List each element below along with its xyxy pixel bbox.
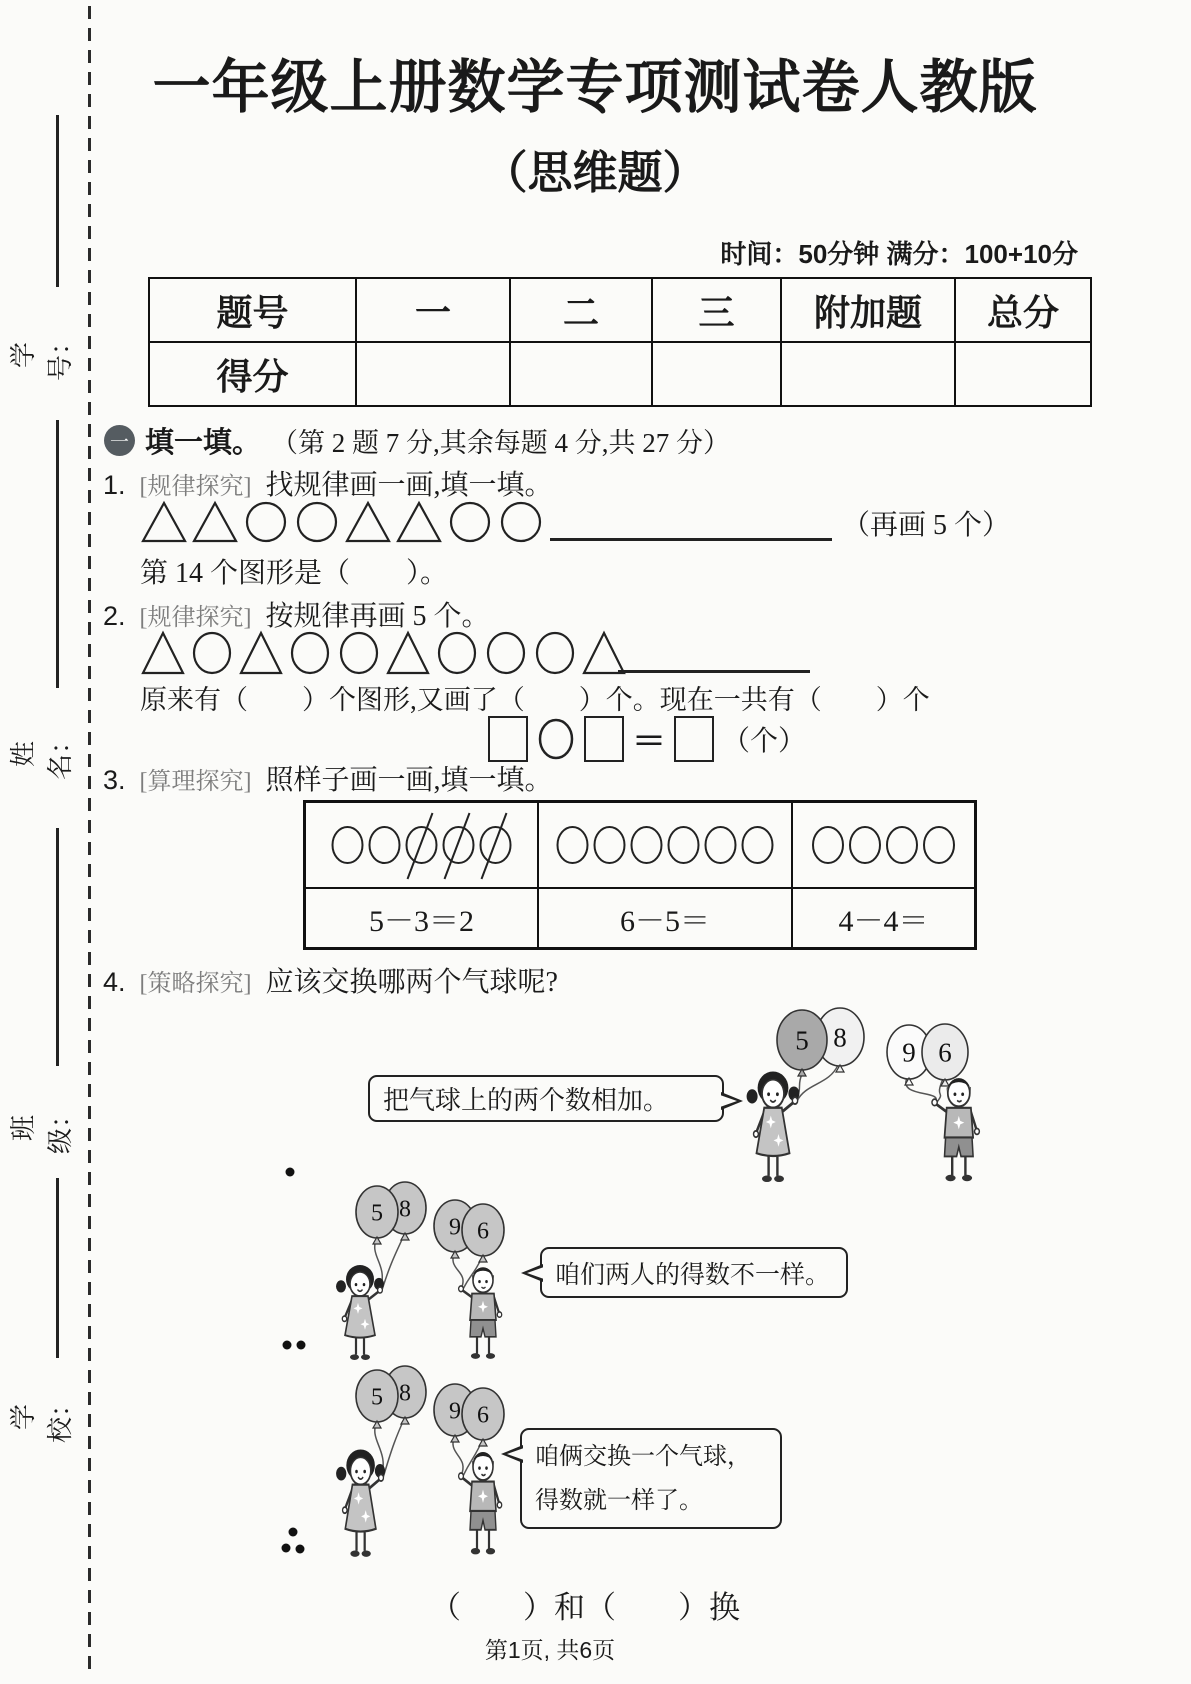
boy-figure <box>459 1452 502 1554</box>
balloon-number: 6 <box>477 1218 489 1245</box>
circle-shape <box>483 630 529 676</box>
balloon-number: 9 <box>902 1037 916 1068</box>
question-1-header <box>103 463 553 503</box>
q3-equation-cell: 4－4＝ <box>792 888 975 948</box>
balloon <box>356 1186 398 1244</box>
class-writing-line <box>56 828 59 1066</box>
balloon <box>922 1024 968 1086</box>
school-writing-line <box>56 1178 59 1358</box>
boy-figure <box>932 1078 979 1181</box>
balloon-number: 8 <box>399 1196 411 1223</box>
q3-equation-cell: 5－3＝2 <box>305 888 538 948</box>
score-cell-bonus <box>781 342 955 406</box>
score-table <box>148 277 1092 407</box>
equation-number-box <box>584 716 624 762</box>
equation-result-box <box>674 716 714 762</box>
col-bonus: 附加题 <box>781 278 955 342</box>
sequence-dot <box>296 1545 305 1554</box>
cross-out-slash <box>408 813 433 879</box>
question-1-prompt: 找规律画一画,填一填。 <box>265 470 553 501</box>
question-2-header <box>103 594 490 634</box>
boy-figure <box>459 1267 502 1359</box>
speech-bubble-text-line2: 得数就一样了。 <box>535 1487 703 1514</box>
balloon <box>777 1010 827 1076</box>
question-2-prompt: 按规律再画 5 个。 <box>265 601 490 632</box>
triangle-shape <box>395 500 443 544</box>
question-2-answer-blank <box>618 670 810 673</box>
q3-circles-cell <box>538 802 792 888</box>
circle-shape <box>434 630 480 676</box>
triangle-shape <box>238 630 284 676</box>
balloon-string <box>383 1417 405 1478</box>
triangle-shape <box>140 630 186 676</box>
balloon-number: 5 <box>795 1025 809 1056</box>
circle-shape <box>497 500 545 544</box>
question-4-number: 4. <box>103 967 126 997</box>
counting-circles <box>309 803 534 887</box>
speech-bubble-swap-balloon <box>520 1428 782 1529</box>
question-1-followup: 第 14 个图形是（ ）。 <box>140 558 449 589</box>
triangle-shape <box>191 500 239 544</box>
balloon-number: 9 <box>449 1214 461 1241</box>
name-writing-line <box>56 420 59 688</box>
question-2-tag: [规律探究] <box>139 605 252 631</box>
col-total: 总分 <box>955 278 1091 342</box>
equals-sign: ＝ <box>632 724 666 761</box>
balloon-string <box>937 1079 943 1102</box>
page-footer: 第1页, 共6页 <box>484 1637 616 1663</box>
question-3-number: 3. <box>103 765 126 795</box>
score-table-header-row <box>149 278 1091 342</box>
score-cell-total <box>955 342 1091 406</box>
q3-circles-cell <box>792 802 975 888</box>
balloon-number: 8 <box>833 1022 847 1053</box>
speech-bubble-add-numbers <box>368 1075 724 1122</box>
question-1-tag: [规律探究] <box>139 474 252 500</box>
question-2-number: 2. <box>103 601 126 631</box>
score-cell-one <box>356 342 510 406</box>
speech-bubble-text-line1: 咱俩交换一个气球， <box>535 1443 751 1470</box>
question-4-tag: [策略探究] <box>139 971 252 997</box>
class-label: 班级： <box>9 1102 75 1155</box>
student-number-writing-line <box>56 115 59 287</box>
triangle-shape <box>140 500 188 544</box>
cut-dashed-line <box>88 6 91 1678</box>
question-2-fill-line: 原来有（ ）个图形,又画了（ ）个。现在一共有（ ）个 <box>140 685 930 715</box>
sequence-dot <box>282 1544 291 1553</box>
counting-circles <box>542 803 788 887</box>
page-title: 一年级上册数学专项测试卷人教版 <box>152 55 1038 120</box>
circle-shape <box>532 630 578 676</box>
question-3-tag: [算理探究] <box>139 769 252 795</box>
girl-figure <box>336 1265 384 1360</box>
score-cell-three <box>652 342 781 406</box>
q3-circles-cell <box>305 802 538 888</box>
circle-shape <box>287 630 333 676</box>
question-1-number: 1. <box>103 470 126 500</box>
section-one-header <box>104 420 730 461</box>
question-4-header <box>103 960 558 1000</box>
section-number-icon: 一 <box>104 425 135 456</box>
question-3-table <box>303 800 977 950</box>
cross-out-slash <box>445 813 470 879</box>
question-4-prompt: 应该交换哪两个气球呢? <box>265 967 558 998</box>
time-score-meta: 时间：50分钟 满分：100+10分 <box>720 239 1078 269</box>
balloon-string <box>382 1233 405 1290</box>
col-part-two: 二 <box>510 278 652 342</box>
question-1-answer-blank <box>550 538 832 541</box>
equation-operator-circle <box>536 716 576 762</box>
score-table-score-row <box>149 342 1091 406</box>
equation-number-box <box>488 716 528 762</box>
score-cell-two <box>510 342 652 406</box>
question-1-pattern-shapes <box>140 500 545 544</box>
circle-shape <box>446 500 494 544</box>
question-2-pattern-shapes <box>140 630 627 676</box>
circle-shape <box>242 500 290 544</box>
page-subtitle: （思维题） <box>482 147 708 198</box>
circle-shape <box>293 500 341 544</box>
balloon <box>356 1370 398 1428</box>
balloon <box>462 1204 504 1262</box>
section-title: 填一填。 <box>145 427 262 459</box>
balloon-number: 6 <box>477 1402 489 1429</box>
balloon-number: 9 <box>449 1398 461 1425</box>
row-label-score: 得分 <box>149 342 356 406</box>
equation-unit: （个） <box>722 725 807 757</box>
triangle-shape <box>344 500 392 544</box>
girl-figure <box>747 1072 800 1182</box>
question-1-draw-note: （再画 5 个） <box>842 510 1011 541</box>
name-label: 姓名： <box>9 728 75 781</box>
counting-circles <box>796 803 971 887</box>
school-label: 学校： <box>9 1391 75 1444</box>
sequence-dot <box>286 1168 295 1177</box>
sequence-dot <box>297 1341 306 1350</box>
q3-equation-cell: 6－5＝ <box>538 888 792 948</box>
question-3-header <box>103 758 553 798</box>
question-3-prompt: 照样子画一画,填一填。 <box>265 765 553 796</box>
girl-figure <box>336 1449 385 1556</box>
balloon-number: 5 <box>371 1200 383 1227</box>
section-points-note: （第 2 题 7 分,其余每题 4 分,共 27 分） <box>271 428 731 458</box>
question-4-answer-line: （ ）和（ ）换 <box>430 1590 740 1625</box>
cross-out-slash <box>482 813 507 879</box>
speech-bubble-different-sums <box>540 1247 848 1298</box>
circle-shape <box>336 630 382 676</box>
col-part-one: 一 <box>356 278 510 342</box>
circle-shape <box>189 630 235 676</box>
balloon-number: 5 <box>371 1384 383 1411</box>
speech-bubble-text: 咱们两人的得数不一样。 <box>555 1261 831 1289</box>
balloon-number: 8 <box>399 1380 411 1407</box>
sequence-dot <box>289 1528 298 1537</box>
balloon <box>462 1388 504 1446</box>
triangle-shape <box>385 630 431 676</box>
question-2-equation <box>488 714 806 763</box>
balloon-number: 6 <box>938 1037 952 1068</box>
sequence-dot <box>283 1341 292 1350</box>
student-number-label: 学号： <box>9 329 75 382</box>
speech-bubble-text: 把气球上的两个数相加。 <box>383 1086 670 1115</box>
col-question-number: 题号 <box>149 278 356 342</box>
col-part-three: 三 <box>652 278 781 342</box>
